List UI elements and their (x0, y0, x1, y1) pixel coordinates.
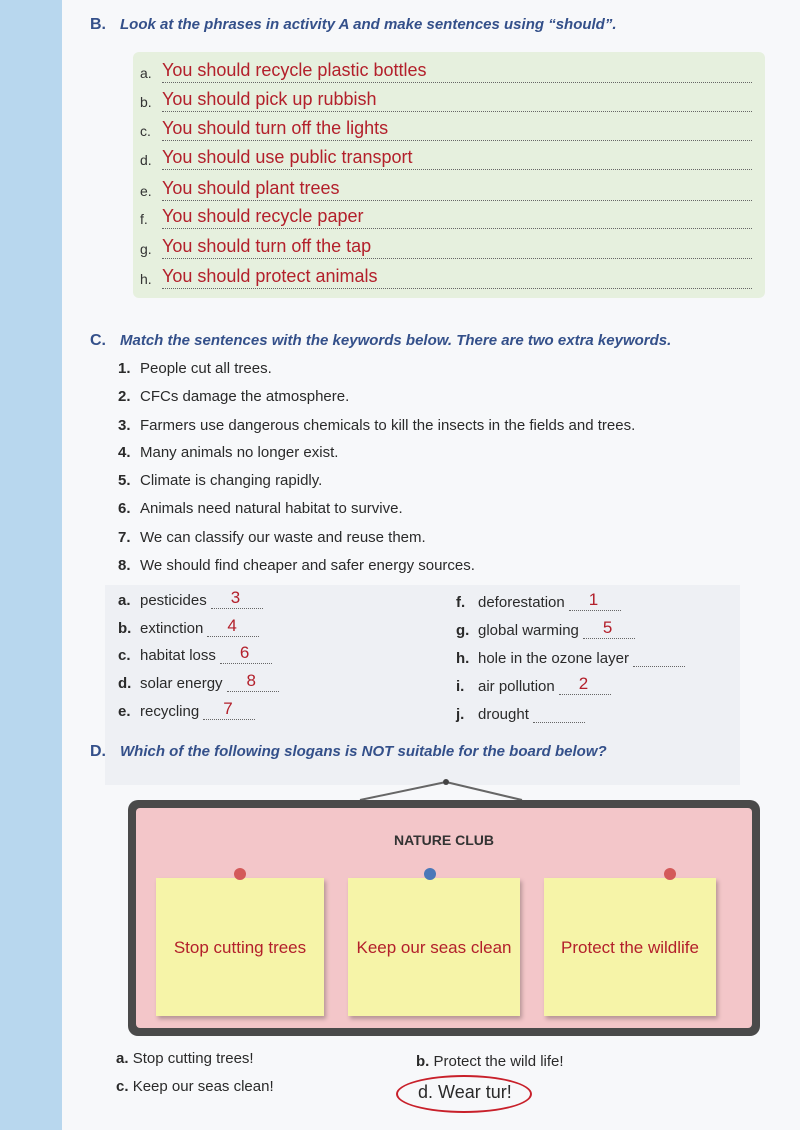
option-item[interactable] (116, 1050, 254, 1067)
note-text: Keep our seas clean (356, 938, 512, 957)
section-b-letter: B. (90, 16, 106, 33)
wire-nail (443, 779, 449, 785)
keyword-letter: i. (456, 678, 465, 695)
note-text: Protect the wildlife (561, 938, 699, 957)
section-c-instruction: Match the sentences with the keywords below. There are two extra keywords. (120, 332, 672, 349)
keyword-word: pesticides (140, 592, 207, 609)
answer-text: You should recycle plastic bottles (162, 60, 427, 80)
sentence-number: 3. (118, 417, 131, 434)
keyword-letter: e. (118, 703, 131, 720)
item-letter: b. (140, 94, 152, 110)
keyword-word: hole in the ozone layer (478, 650, 629, 667)
keyword-word: drought (478, 706, 529, 723)
wire-right (446, 782, 522, 800)
keyword-word: global warming (478, 622, 579, 639)
sentence-number: 6. (118, 500, 131, 517)
section-d-instruction: Which of the following slogans is NOT suitable for the board below? (120, 743, 607, 760)
keyword-letter: g. (456, 622, 470, 639)
answer-text: You should turn off the tap (162, 236, 372, 256)
sentence-number: 8. (118, 557, 131, 574)
sentence-text: Climate is changing rapidly. (140, 472, 323, 489)
sentence-number: 7. (118, 529, 131, 546)
section-c-letter: C. (90, 332, 106, 349)
keyword-letter: a. (118, 592, 131, 609)
board-surface (136, 808, 752, 1028)
keyword-word: air pollution (478, 678, 555, 695)
item-letter: a. (140, 65, 152, 81)
sentence-text: We should find cheaper and safer energy sources. (140, 557, 475, 574)
section-b-instruction: Look at the phrases in activity A and make sentences using “should”. (120, 16, 617, 33)
keyword-answer: 3 (230, 588, 241, 607)
keyword-word: deforestation (478, 594, 565, 611)
option-letter: d. (418, 1082, 434, 1102)
item-letter: d. (140, 152, 152, 168)
sticky-note (348, 878, 520, 1016)
keyword-answer: 6 (239, 643, 250, 662)
option-text: Wear tur! (438, 1082, 512, 1102)
option-text: Stop cutting trees! (132, 1050, 254, 1067)
note-text: Stop cutting trees (173, 938, 307, 957)
option-letter: a. (116, 1050, 129, 1067)
keyword-letter: f. (456, 594, 466, 611)
item-letter: e. (140, 183, 152, 199)
sticky-note (544, 878, 716, 1016)
item-letter: f. (140, 211, 148, 227)
option-letter: b. (416, 1053, 430, 1070)
keyword-answer: 2 (578, 674, 589, 693)
answer-text: You should pick up rubbish (162, 89, 377, 109)
sentence-number: 1. (118, 360, 131, 377)
sentence-number: 5. (118, 472, 131, 489)
answer-circle-mark (396, 1075, 532, 1113)
keyword-word: habitat loss (140, 647, 216, 664)
keyword-answer: 8 (246, 671, 257, 690)
keyword-letter: c. (118, 647, 131, 664)
keyword-letter: j. (456, 706, 465, 723)
keyword-letter: b. (118, 620, 132, 637)
answer-text: You should protect animals (162, 266, 378, 286)
sentence-text: CFCs damage the atmosphere. (140, 388, 350, 405)
option-item[interactable] (416, 1053, 564, 1070)
sentence-number: 4. (118, 444, 131, 461)
answer-text: You should use public transport (162, 147, 413, 167)
board-title: NATURE CLUB (393, 832, 495, 848)
nature-club-board (128, 800, 760, 1036)
keyword-word: recycling (140, 703, 200, 720)
option-item[interactable] (116, 1078, 274, 1095)
sentence-text: Farmers use dangerous chemicals to kill the insects in the fields and trees. (140, 417, 636, 434)
keyword-letter: d. (118, 675, 132, 692)
option-letter: c. (116, 1078, 129, 1095)
keyword-answer: 4 (227, 616, 237, 635)
answer-text: You should recycle paper (162, 206, 364, 226)
sentence-text: People cut all trees. (140, 360, 272, 377)
item-letter: h. (140, 271, 152, 287)
sentence-text: Animals need natural habitat to survive. (140, 500, 403, 517)
wire-left (360, 782, 446, 800)
answer-text: You should turn off the lights (162, 118, 389, 138)
option-text: Protect the wild life! (433, 1053, 564, 1070)
keyword-word: extinction (140, 620, 204, 637)
answer-text: You should plant trees (162, 178, 340, 198)
sentence-number: 2. (118, 388, 131, 405)
item-letter: g. (140, 241, 152, 257)
keyword-word: solar energy (140, 675, 223, 692)
keyword-letter: h. (456, 650, 470, 667)
keyword-answer: 1 (588, 590, 599, 609)
pushpin-icon (424, 868, 436, 880)
keyword-answer: 5 (602, 618, 613, 637)
item-letter: c. (140, 123, 151, 139)
pushpin-icon (234, 868, 246, 880)
sticky-note (156, 878, 324, 1016)
keyword-answer: 7 (223, 699, 233, 718)
sentence-text: We can classify our waste and reuse them. (140, 529, 426, 546)
section-d-letter: D. (90, 743, 106, 760)
option-text: Keep our seas clean! (132, 1078, 274, 1095)
pushpin-icon (664, 868, 676, 880)
sentence-text: Many animals no longer exist. (140, 444, 339, 461)
